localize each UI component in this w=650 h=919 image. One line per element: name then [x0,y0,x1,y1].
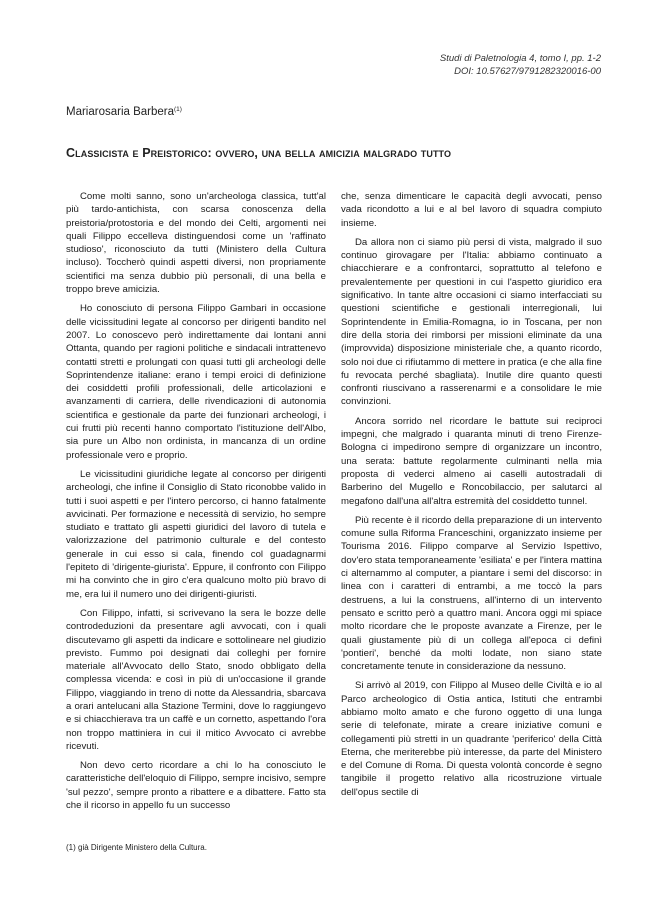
paragraph: che, senza dimenticare le capacità degli avvocati, penso vada ricondotto a lui e al bel lavoro di squadra compiuto insieme. [341,191,602,229]
left-column [66,190,326,818]
paragraph: Con Filippo, infatti, si scrivevano la sera le bozze delle controdeduzioni da presentare agli avvocati, con i quali discutevamo gli aspetti da indicare e sottolineare nel giudizio previsto. Fummo poi designati dai colleghi per fornire materiale all'Avvocato dello Stato, snodo obbligato della complessa vicenda: e così in più di un'occasione il grande Filippo, viaggiando in treno di notte da Alessandria, sbarcava a orari antelucani alla Stazione Termini, dove lo raggiungevo e si chiacchierava tra un caffè e un cornetto, aspettando l'ora non troppo mattiniera in cui il mitico Avvocato ci avrebbe ricevuti. [66,607,326,752]
paragraph: Si arrivò al 2019, con Filippo al Museo delle Civiltà e io al Parco archeologico di Ostia antica, Istituti che entrambi abbiamo molto amato e che furono oggetto di una lunga serie di telefonate, mirate a creare iniziative comuni e collegamenti più stretti in un quadrante 'periferico' della Città Eterna, che meriterebbe più interesse, da parte del Ministero e del Comune di Roma. Di questa volontà concorde è segno tangibile il progetto relativo alla ricostruzione virtuale dell'opus sectile di [341,680,602,798]
running-header [440,52,601,78]
paragraph: Non devo certo ricordare a chi lo ha conosciuto le caratteristiche dell'eloquio di Filippo, sempre incisivo, sempre 'sul pezzo', sempre pronto a ribattere e a dibattere. Fatto sta che il ricorso in appello fu un successo [66,760,326,812]
author-line [66,106,182,118]
article-title: Classicista e Preistorico: ovvero, una bella amicizia malgrado tutto [66,146,452,160]
doi: DOI: 10.57627/9791282320016-00 [454,66,601,77]
paragraph: Ho conosciuto di persona Filippo Gambari in occasione delle vicissitudini legate al concorso per dirigenti bandito nel 2007. Lo conoscevo però indirettamente dai lontani anni Ottanta, quando per ragioni politiche e sindacali intrattenevo contatti stretti e prolungati con quasi tutti gli archeologi delle Soprintendenze italiane: erano i tempi eroici di definizione dei cosiddetti profili professionali, delle articolazioni e avanzamenti di carriera, delle rivendicazioni di autonomia scientifica e gestionale da parte dei funzionari archeologi, i cui frutti più recenti hanno comportato l'istituzione dell'Albo, sia pure un Albo non ordinista, in mancanza di un ordine professionale vero e proprio. [66,303,326,461]
right-column [341,190,602,805]
author-name: Mariarosaria Barbera [66,106,175,118]
paragraph: Come molti sanno, sono un'archeologa classica, tutt'al più tardo-antichista, con scarsa conoscenza della preistoria/protostoria e del mondo dei Celti, argomenti nei quali Filippo eccelleva distinguendosi come un 'raffinato studioso', riconosciuto da tutti (Ministero della Cultura incluso). Toccherò quindi aspetti diversi, non propriamente scientifici ma senza dubbio più personali, di una bella e troppo breve amicizia. [66,191,326,296]
paragraph: Ancora sorrido nel ricordare le battute sui reciproci impegni, che malgrado i quaranta minuti di treno Firenze-Bologna ci impedirono sempre di organizzare un incontro, una serata: battute regolarmente culminanti nella mia proposta di vederci almeno ai caselli autostradali di Barberino del Mugello e Roncobilaccio, per salutarci al megafono dall'una all'altra estremità del cosiddetto tunnel. [341,415,602,507]
paragraph: Le vicissitudini giuridiche legate al concorso per dirigenti archeologi, che infine il Consiglio di Stato riconobbe valido in tutti i suoi aspetti e per l'intero percorso, ci hanno fatalmente avvicinati. Per formazione e necessità di servizio, ho sempre studiato e trattato gli aspetti giuridici del lavoro di tutela e valorizzazione del patrimonio culturale e del contesto generale in cui esso si cala, finendo col guadagnarmi l'epiteto di 'dirigente-giurista'. Eppure, il confronto con Filippo mi ha convinto che in giro c'era qualcuno molto più bravo di me, era lui il numero uno dei dirigenti-giuristi. [66,468,326,600]
paragraph: Da allora non ci siamo più persi di vista, malgrado il suo continuo girovagare per l'Italia: abbiamo continuato a chiacchierare e a confrontarci, soprattutto al telefono e prevalentemente per questioni in cui l'aspetto giuridico era significativo. In tante altre occasioni ci siamo interfacciati su questioni scientifiche e gestionali interregionali, lui Soprintendente in Emilia-Romagna, io in Toscana, per non dire della storia dei rimborsi per missioni eliminate da una (improvvida) disposizione ministeriale che, a quanto ricordo, solo noi due ci rifiutammo di mettere in pratica (e che alla fine fu revocata perché sbagliata). Inutile dire quanto questi confronti riuscivano a rasserenarmi e a consolidare le mie convinzioni. [341,236,602,408]
author-footnote-mark: (1) [174,106,182,113]
journal-citation: Studi di Paletnologia 4, tomo I, pp. 1-2 [439,53,601,64]
paragraph: Più recente è il ricordo della preparazione di un intervento comune sulla Riforma Franceschini, organizzato insieme per Tourisma 2016. Filippo comparve al Servizio Ispettivo, dov'ero stata temporaneamente 'esiliata' e per l'intera mattina ci alternammo al computer, a piantare i semi del discorso: in linea con i caratteri di entrambi, a me toccò la pars destruens, a lui la construens, all'interno di un intervento pensato e scritto però a quattro mani. Ancora oggi mi spiace molto ricordare che le proposte avanzate a Firenze, per le quali giustamente più di un collega all'epoca ci definì 'pontieri', benché da molti lodate, non siano state concretamente tenute in considerazione da nessuno. [341,514,602,673]
footnote: (1) già Dirigente Ministero della Cultura. [66,843,207,852]
